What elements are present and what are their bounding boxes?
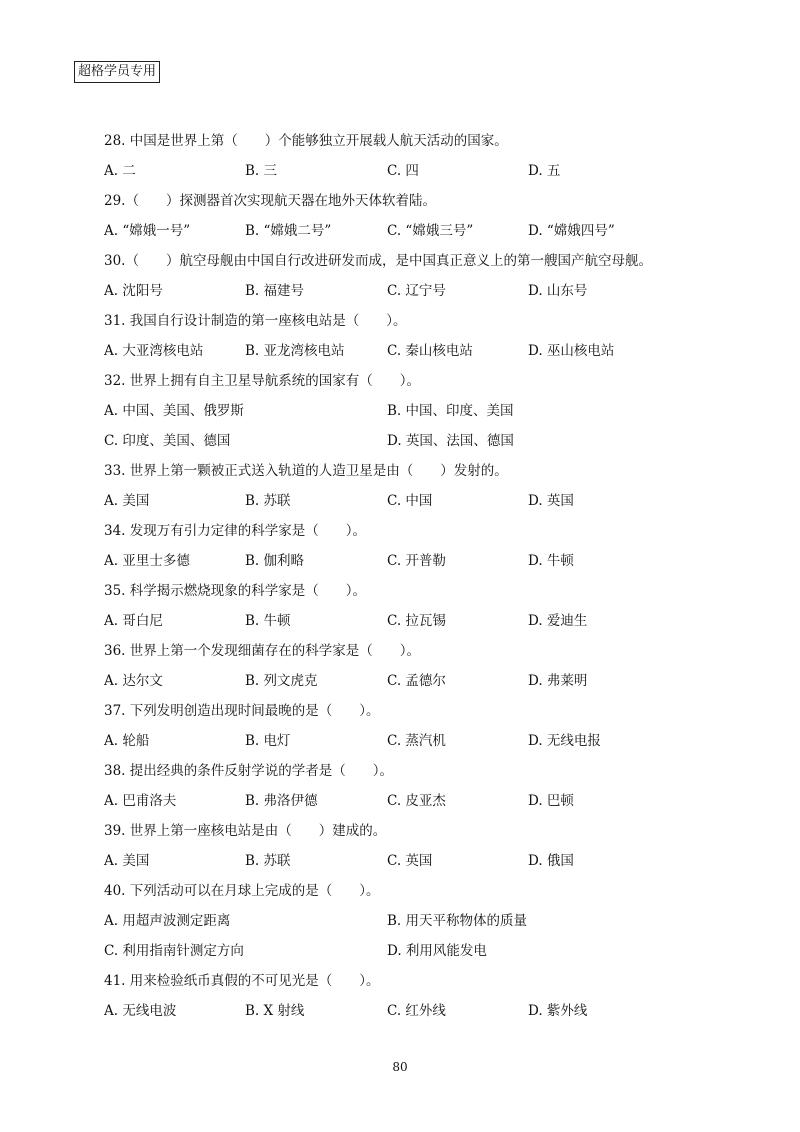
header-tag: 超格学员专用: [74, 61, 160, 83]
option-d: D. “嫦娥四号”: [528, 223, 615, 239]
option-d: D. 牛顿: [528, 553, 574, 569]
option-c: C. 红外线: [387, 1003, 446, 1019]
question-41: [104, 966, 704, 1026]
question-stem: 31. 我国自行设计制造的第一座核电站是（ ）。: [104, 313, 407, 329]
question-35: [104, 576, 704, 636]
question-30: [104, 246, 704, 306]
question-33: [104, 456, 704, 516]
question-stem: 33. 世界上第一颗被正式送入轨道的人造卫星是由（ ）发射的。: [104, 463, 508, 479]
question-stem: 28. 中国是世界上第（ ）个能够独立开展载人航天活动的国家。: [104, 133, 508, 149]
option-c: C. 开普勒: [387, 553, 446, 569]
option-c: C. 蒸汽机: [387, 733, 446, 749]
option-a: A. 用超声波测定距离: [104, 913, 231, 929]
option-b: B. 福建号: [245, 283, 305, 299]
option-c: C. 印度、美国、德国: [104, 433, 231, 449]
option-c: C. “嫦娥三号”: [387, 223, 474, 239]
question-31: [104, 306, 704, 366]
option-a: A. 美国: [104, 853, 150, 869]
option-c: C. 利用指南针测定方向: [104, 943, 244, 959]
option-d: D. 英国: [528, 493, 574, 509]
question-28: [104, 126, 704, 186]
option-b: B. 用天平称物体的质量: [387, 913, 528, 929]
option-d: D. 五: [528, 163, 561, 179]
question-40: [104, 876, 704, 966]
option-c: C. 孟德尔: [387, 673, 446, 689]
option-b: B. 弗洛伊德: [245, 793, 318, 809]
option-b: B. 亚龙湾核电站: [245, 343, 345, 359]
option-d: D. 俄国: [528, 853, 574, 869]
question-stem: 41. 用来检验纸币真假的不可见光是（ ）。: [104, 973, 380, 989]
option-a: A. “嫦娥一号”: [104, 223, 191, 239]
option-c: C. 英国: [387, 853, 433, 869]
option-a: A. 巴甫洛夫: [104, 793, 177, 809]
question-stem: 32. 世界上拥有自主卫星导航系统的国家有（ ）。: [104, 373, 421, 389]
question-32: [104, 366, 704, 456]
option-a: A. 轮船: [104, 733, 150, 749]
question-stem: 30.（ ）航空母舰由中国自行改进研发而成，是中国真正意义上的第一艘国产航空母舰。: [104, 253, 652, 269]
option-a: A. 达尔文: [104, 673, 163, 689]
question-stem: 40. 下列活动可以在月球上完成的是（ ）。: [104, 883, 380, 899]
option-d: D. 紫外线: [528, 1003, 588, 1019]
option-d: D. 爱迪生: [528, 613, 588, 629]
option-b: B. 牛顿: [245, 613, 291, 629]
question-38: [104, 756, 704, 816]
question-39: [104, 816, 704, 876]
option-b: B. 列文虎克: [245, 673, 318, 689]
option-c: C. 皮亚杰: [387, 793, 446, 809]
option-a: A. 大亚湾核电站: [104, 343, 204, 359]
question-36: [104, 636, 704, 696]
option-b: B. 三: [245, 163, 278, 179]
option-d: D. 弗莱明: [528, 673, 588, 689]
question-stem: 34. 发现万有引力定律的科学家是（ ）。: [104, 523, 367, 539]
option-c: C. 辽宁号: [387, 283, 446, 299]
option-b: B. 中国、印度、美国: [387, 403, 514, 419]
option-a: A. 哥白尼: [104, 613, 163, 629]
question-list: [104, 126, 704, 1026]
question-stem: 38. 提出经典的条件反射学说的学者是（ ）。: [104, 763, 394, 779]
option-b: B. 电灯: [245, 733, 291, 749]
option-b: B. “嫦娥二号”: [245, 223, 332, 239]
option-b: B. 苏联: [245, 853, 291, 869]
option-c: C. 四: [387, 163, 419, 179]
option-b: B. 苏联: [245, 493, 291, 509]
page-number: 80: [392, 1060, 408, 1074]
option-c: C. 拉瓦锡: [387, 613, 446, 629]
question-34: [104, 516, 704, 576]
question-stem: 35. 科学揭示燃烧现象的科学家是（ ）。: [104, 583, 367, 599]
option-a: A. 无线电波: [104, 1003, 177, 1019]
option-d: D. 无线电报: [528, 733, 601, 749]
option-a: A. 二: [104, 163, 136, 179]
question-stem: 29.（ ）探测器首次实现航天器在地外天体软着陆。: [104, 193, 436, 209]
question-stem: 37. 下列发明创造出现时间最晚的是（ ）。: [104, 703, 380, 719]
option-a: A. 沈阳号: [104, 283, 163, 299]
option-c: C. 中国: [387, 493, 433, 509]
option-b: B. X 射线: [245, 1003, 305, 1019]
option-a: A. 美国: [104, 493, 150, 509]
question-stem: 36. 世界上第一个发现细菌存在的科学家是（ ）。: [104, 643, 421, 659]
option-d: D. 利用风能发电: [387, 943, 487, 959]
option-d: D. 山东号: [528, 283, 588, 299]
option-a: A. 中国、美国、俄罗斯: [104, 403, 244, 419]
question-stem: 39. 世界上第一座核电站是由（ ）建成的。: [104, 823, 387, 839]
option-b: B. 伽利略: [245, 553, 305, 569]
option-d: D. 巫山核电站: [528, 343, 615, 359]
question-37: [104, 696, 704, 756]
option-a: A. 亚里士多德: [104, 553, 190, 569]
option-d: D. 巴顿: [528, 793, 574, 809]
question-29: [104, 186, 704, 246]
option-c: C. 秦山核电站: [387, 343, 473, 359]
option-d: D. 英国、法国、德国: [387, 433, 514, 449]
